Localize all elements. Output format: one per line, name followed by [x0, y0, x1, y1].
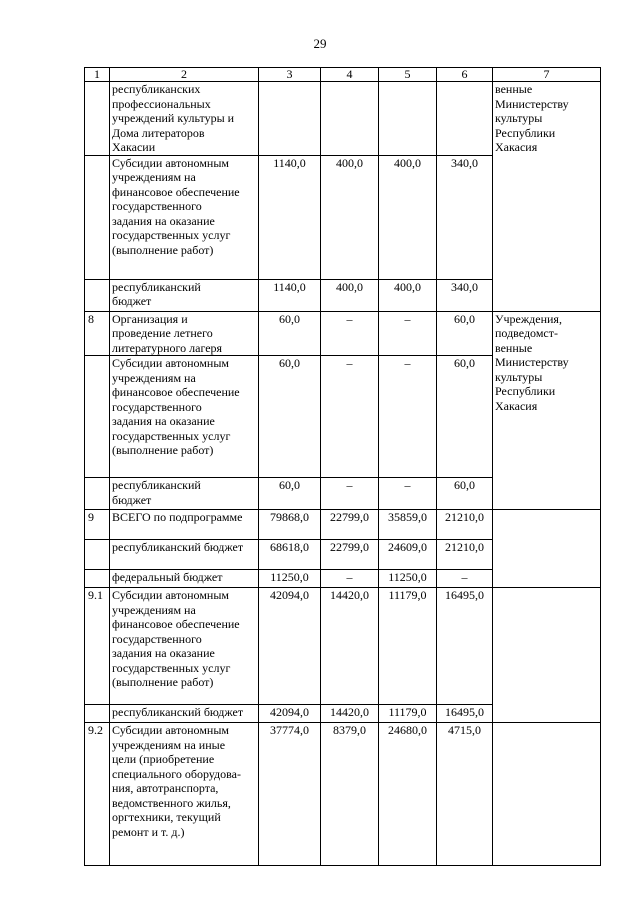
row-number: 9.1	[85, 588, 110, 705]
value-year3	[437, 82, 493, 156]
row-number: 9	[85, 510, 110, 540]
value-year1	[321, 82, 379, 156]
header-cell: 5	[379, 68, 437, 82]
value-year3: 60,0	[437, 478, 493, 510]
value-total: 60,0	[259, 478, 321, 510]
row-description: Субсидии автономным учреждениям на иные цели (приобретение специального оборудова- ния, автотранспорта, ведомственного жилья, оргтехники, текущий ремонт и т. д.)	[110, 723, 259, 866]
row-description: республиканских профессиональных учреждений культуры и Дома литераторов Хакасии	[110, 82, 259, 156]
budget-table	[84, 67, 601, 866]
value-total: 60,0	[259, 356, 321, 478]
row-number	[85, 540, 110, 570]
value-year3: –	[437, 570, 493, 588]
value-year1: 22799,0	[321, 510, 379, 540]
value-year3: 21210,0	[437, 510, 493, 540]
header-cell: 3	[259, 68, 321, 82]
value-year2: 400,0	[379, 155, 437, 279]
row-number: 8	[85, 311, 110, 356]
table-row	[85, 723, 601, 866]
value-year2: 400,0	[379, 279, 437, 311]
row-number: 9.2	[85, 723, 110, 866]
value-year1: –	[321, 570, 379, 588]
value-year1: 400,0	[321, 155, 379, 279]
value-year2: 24680,0	[379, 723, 437, 866]
row-number	[85, 478, 110, 510]
row-number	[85, 356, 110, 478]
row-description: Субсидии автономным учреждениям на финансовое обеспечение государственного задания на оказание государственных услуг (выполнение работ)	[110, 155, 259, 279]
value-year3: 21210,0	[437, 540, 493, 570]
header-cell: 7	[493, 68, 601, 82]
value-year3: 340,0	[437, 155, 493, 279]
responsible-executor: венные Министерству культуры Республики Хакасия	[493, 82, 601, 312]
value-total: 1140,0	[259, 155, 321, 279]
responsible-executor: Учреждения, подведомст- венные Министерству культуры Республики Хакасия	[493, 311, 601, 510]
value-year3: 340,0	[437, 279, 493, 311]
table-row	[85, 82, 601, 156]
header-cell: 1	[85, 68, 110, 82]
table-row	[85, 588, 601, 705]
row-number	[85, 705, 110, 723]
value-year1: –	[321, 356, 379, 478]
value-total: 37774,0	[259, 723, 321, 866]
value-year3: 16495,0	[437, 705, 493, 723]
value-total: 79868,0	[259, 510, 321, 540]
value-year2: 35859,0	[379, 510, 437, 540]
value-year3: 4715,0	[437, 723, 493, 866]
header-cell: 2	[110, 68, 259, 82]
row-description: республиканский бюджет	[110, 705, 259, 723]
row-description: Субсидии автономным учреждениям на финансовое обеспечение государственного задания на оказание государственных услуг (выполнение работ)	[110, 356, 259, 478]
responsible-executor	[493, 723, 601, 866]
row-description: Субсидии автономным учреждениям на финансовое обеспечение государственного задания на оказание государственных услуг (выполнение работ)	[110, 588, 259, 705]
page-number: 29	[313, 36, 327, 51]
row-number	[85, 279, 110, 311]
value-year1: 400,0	[321, 279, 379, 311]
row-description: республиканский бюджет	[110, 540, 259, 570]
value-total: 1140,0	[259, 279, 321, 311]
responsible-executor	[493, 588, 601, 723]
value-year3: 16495,0	[437, 588, 493, 705]
row-number	[85, 155, 110, 279]
value-year1: 22799,0	[321, 540, 379, 570]
row-description: республиканский бюджет	[110, 478, 259, 510]
value-total: 42094,0	[259, 705, 321, 723]
value-year1: –	[321, 311, 379, 356]
table-row	[85, 510, 601, 540]
row-description: Организация и проведение летнего литературного лагеря	[110, 311, 259, 356]
value-year1: 14420,0	[321, 705, 379, 723]
value-year2: –	[379, 478, 437, 510]
row-number	[85, 570, 110, 588]
value-total: 42094,0	[259, 588, 321, 705]
value-year2: –	[379, 311, 437, 356]
value-total	[259, 82, 321, 156]
value-year3: 60,0	[437, 356, 493, 478]
value-year2	[379, 82, 437, 156]
value-year1: –	[321, 478, 379, 510]
value-year2: 11179,0	[379, 588, 437, 705]
row-description: ВСЕГО по подпрограмме	[110, 510, 259, 540]
row-description: республиканский бюджет	[110, 279, 259, 311]
responsible-executor	[493, 510, 601, 588]
header-cell: 6	[437, 68, 493, 82]
value-total: 11250,0	[259, 570, 321, 588]
value-year2: 24609,0	[379, 540, 437, 570]
header-row	[85, 68, 601, 82]
row-description: федеральный бюджет	[110, 570, 259, 588]
value-year1: 14420,0	[321, 588, 379, 705]
value-year2: 11250,0	[379, 570, 437, 588]
value-year2: –	[379, 356, 437, 478]
row-number	[85, 82, 110, 156]
table-row	[85, 311, 601, 356]
value-total: 68618,0	[259, 540, 321, 570]
value-total: 60,0	[259, 311, 321, 356]
value-year2: 11179,0	[379, 705, 437, 723]
header-cell: 4	[321, 68, 379, 82]
value-year3: 60,0	[437, 311, 493, 356]
value-year1: 8379,0	[321, 723, 379, 866]
